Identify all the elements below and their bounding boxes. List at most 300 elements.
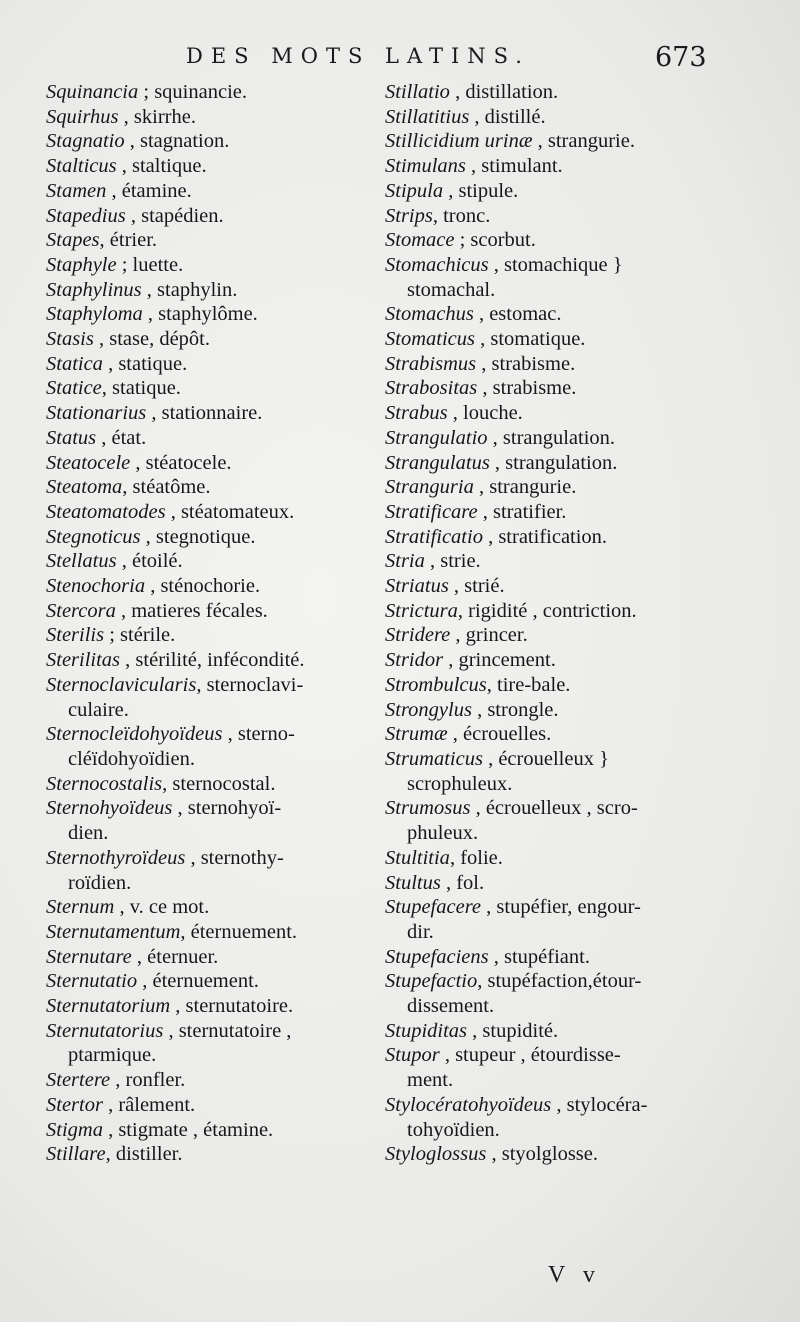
entry-separator: , [180, 920, 191, 943]
french-translation: strangurie. [547, 130, 635, 153]
dictionary-entry [385, 475, 795, 500]
french-translation: squinancie. [154, 81, 247, 103]
french-translation: stomatique. [490, 328, 586, 351]
entry-separator: , [145, 575, 161, 598]
french-translation: stupéfiant. [504, 945, 590, 968]
entry-separator: , [110, 1069, 126, 1092]
french-translation: stupeur , étourdisse- [455, 1044, 621, 1067]
entry-line [385, 599, 795, 624]
entry-separator: , [487, 426, 503, 449]
french-translation: statique. [112, 377, 181, 400]
entry-line [385, 401, 795, 426]
entry-separator: , [116, 155, 132, 178]
latin-term: Sternum [46, 896, 115, 919]
entry-line [46, 1142, 376, 1167]
entry-separator: , [116, 550, 132, 573]
entry-line [385, 179, 795, 204]
entry-separator: , [471, 698, 488, 721]
latin-term: Sternoclavicularis [46, 673, 197, 696]
entry-line [46, 945, 376, 970]
french-translation: tire-bale. [497, 673, 571, 696]
entry-separator: , [142, 303, 159, 326]
french-translation: sténochorie. [160, 575, 261, 598]
entry-line [46, 352, 376, 377]
latin-term: Squinancia [46, 81, 139, 103]
dictionary-entry [385, 549, 795, 574]
latin-term: Stupefacere [385, 896, 482, 919]
entry-separator: , [449, 81, 466, 103]
latin-term: Strips [385, 204, 433, 227]
french-translation: folie. [460, 846, 503, 869]
french-translation: strongle. [487, 698, 559, 721]
dictionary-entry [385, 1142, 795, 1167]
entry-separator: , [489, 451, 506, 474]
entry-separator: , [551, 1093, 567, 1116]
latin-term: Stertere [46, 1069, 111, 1092]
french-translation: staphylôme. [158, 303, 258, 326]
latin-term: Staphyloma [46, 303, 143, 326]
french-translation: distiller. [115, 1143, 183, 1166]
entry-line [385, 129, 795, 154]
latin-term: Strabositas [385, 377, 478, 400]
french-translation: stigmate , étamine. [118, 1118, 274, 1141]
entry-separator: , [486, 673, 497, 696]
dictionary-entry [46, 1019, 376, 1068]
dictionary-entry [46, 895, 376, 920]
entry-line [46, 451, 376, 476]
dictionary-entry [46, 574, 376, 599]
latin-term: Stellatus [46, 550, 117, 573]
translation-continuation: stomachal. [407, 278, 496, 301]
entry-separator: , [440, 871, 457, 894]
entry-line [46, 648, 376, 673]
latin-term: Strombulcus [385, 673, 487, 696]
entry-line [46, 426, 376, 451]
french-translation: étrier. [109, 229, 158, 252]
entry-separator: , [486, 1143, 502, 1166]
french-translation: stratifier. [493, 500, 567, 523]
entry-separator: , [443, 179, 459, 202]
entry-line [46, 401, 376, 426]
entry-line [385, 945, 795, 970]
entry-line [46, 302, 376, 327]
french-translation: ronfler. [125, 1069, 186, 1092]
entry-line [385, 426, 795, 451]
dictionary-entry [46, 969, 376, 994]
entry-line [385, 698, 795, 723]
entry-separator: , [102, 1093, 119, 1116]
entry-line [46, 253, 376, 278]
page-header [0, 42, 800, 82]
french-translation: stupéfier, engour- [496, 896, 641, 919]
dictionary-entry [46, 500, 376, 525]
latin-term: Stomace [385, 229, 455, 252]
entry-line [46, 895, 376, 920]
entry-line [46, 994, 376, 1019]
translation-continuation: roïdien. [68, 871, 132, 894]
french-translation: strié. [464, 575, 505, 598]
entry-line [385, 451, 795, 476]
entry-separator: , [488, 945, 504, 968]
french-translation: stérile. [120, 624, 176, 647]
entry-separator: , [120, 649, 136, 672]
latin-term: Strumæ [385, 723, 448, 746]
entry-line [46, 327, 376, 352]
dictionary-entry [46, 352, 376, 377]
latin-term: Stapes [46, 229, 100, 252]
latin-term: Steatoma [46, 476, 123, 499]
entry-line [46, 1068, 376, 1093]
dictionary-entry [46, 846, 376, 895]
latin-term: Stultitia [385, 846, 450, 869]
french-translation: stupéfaction,étour- [487, 970, 642, 993]
dictionary-entry [385, 500, 795, 525]
latin-term: Sternutatorius [46, 1019, 164, 1042]
latin-term: Status [46, 426, 97, 449]
dictionary-entry [46, 549, 376, 574]
dictionary-entry [385, 945, 795, 970]
dictionary-entry [46, 673, 376, 722]
french-translation: stéatocele. [145, 451, 232, 474]
french-translation: strie. [440, 550, 481, 573]
entry-line [46, 846, 376, 871]
entry-separator: , [146, 402, 162, 425]
french-translation: stylocéra- [566, 1093, 648, 1116]
latin-term: Strumosus [385, 797, 471, 820]
entry-separator: , [450, 624, 466, 647]
dictionary-entry [385, 623, 795, 648]
entry-separator: ; [454, 229, 471, 252]
dictionary-entry [385, 302, 795, 327]
french-translation: écrouelleux , scro- [485, 797, 638, 820]
latin-term: Stillatitius [385, 105, 470, 128]
entry-line [46, 549, 376, 574]
entry-separator: , [122, 476, 133, 499]
entry-line [46, 129, 376, 154]
entry-separator: , [137, 970, 153, 993]
latin-term: Stultus [385, 871, 441, 894]
dictionary-entry [46, 525, 376, 550]
dictionary-entry [46, 920, 376, 945]
latin-term: Stylocératohyoïdeus [385, 1093, 552, 1116]
entry-line [385, 105, 795, 130]
right-column [385, 80, 795, 1167]
translation-continuation: ptarmique. [68, 1044, 157, 1067]
dictionary-entry [385, 871, 795, 896]
dictionary-entry [46, 475, 376, 500]
dictionary-entry [385, 352, 795, 377]
translation-continuation: dien. [68, 822, 109, 845]
entry-line [385, 673, 795, 698]
dictionary-entry [385, 895, 795, 944]
dictionary-entry [46, 327, 376, 352]
latin-term: Sternutatio [46, 970, 138, 993]
entry-line [385, 549, 795, 574]
entry-line [385, 1043, 795, 1068]
french-translation: sternocostal. [172, 772, 276, 795]
dictionary-entry [46, 253, 376, 278]
dictionary-entry [385, 722, 795, 747]
dictionary-entry [46, 129, 376, 154]
entry-line [46, 623, 376, 648]
entry-separator: , [470, 797, 486, 820]
french-translation: louche. [463, 402, 523, 425]
entry-separator: , [196, 673, 207, 696]
latin-term: Stegnoticus [46, 525, 141, 548]
entry-separator: , [424, 550, 441, 573]
french-translation: stomachique } [504, 253, 623, 276]
entry-separator: , [131, 945, 148, 968]
latin-term: Stratificare [385, 500, 478, 523]
dictionary-entry [385, 376, 795, 401]
latin-term: Stamen [46, 179, 107, 202]
entry-separator: , [102, 352, 119, 375]
entry-line [46, 722, 376, 747]
entry-line [385, 1093, 795, 1118]
french-translation: étamine. [121, 179, 192, 202]
dictionary-entry [46, 278, 376, 303]
entry-line [385, 722, 795, 747]
entry-separator: ; [138, 81, 155, 103]
entry-line [46, 1019, 376, 1044]
french-translation: estomac. [489, 303, 562, 326]
dictionary-entry [385, 129, 795, 154]
entry-line [385, 747, 795, 772]
french-translation: tronc. [443, 204, 491, 227]
dictionary-entry [46, 80, 376, 105]
translation-continuation: ment. [407, 1069, 454, 1092]
latin-term: Sternutamentum [46, 920, 181, 943]
french-translation: écrouelles. [463, 723, 552, 746]
french-translation: stipule. [458, 179, 519, 202]
entry-separator: , [447, 723, 464, 746]
french-translation: statique. [118, 352, 188, 375]
entry-separator: ; [116, 253, 133, 276]
entry-line [46, 475, 376, 500]
entry-line [385, 376, 795, 401]
french-translation: sternothy- [200, 846, 284, 869]
dictionary-entry [46, 722, 376, 771]
latin-term: Stridor [385, 649, 444, 672]
translation-continuation: cléïdohyoïdien. [68, 747, 195, 770]
dictionary-entry [385, 204, 795, 229]
french-translation: état. [111, 426, 147, 449]
entry-line [385, 500, 795, 525]
dictionary-entry [385, 747, 795, 796]
entry-separator: , [481, 896, 497, 919]
french-translation: stéatomateux. [180, 500, 295, 523]
page-number: 673 [655, 42, 707, 73]
french-translation: grincer. [465, 624, 528, 647]
entry-line [385, 895, 795, 920]
latin-term: Sternutare [46, 945, 132, 968]
dictionary-entry [385, 327, 795, 352]
entry-line [385, 969, 795, 994]
dictionary-entry [385, 599, 795, 624]
french-translation: staphylin. [157, 278, 238, 301]
entry-line [385, 154, 795, 179]
french-translation: v. ce mot. [129, 896, 210, 919]
dictionary-entry [385, 796, 795, 845]
french-translation: sternoclavi- [206, 673, 304, 696]
dictionary-entry [385, 969, 795, 1018]
french-translation: styolglosse. [501, 1143, 598, 1166]
dictionary-entry [46, 772, 376, 797]
entry-line [46, 500, 376, 525]
entry-separator: , [114, 896, 130, 919]
latin-term: Stria [385, 550, 425, 573]
french-translation: strabisme. [492, 377, 577, 400]
latin-term: Stranguria [385, 476, 474, 499]
french-translation: sternutatoire. [185, 995, 294, 1018]
entry-separator: , [115, 599, 132, 622]
french-translation: distillation. [465, 81, 559, 103]
dictionary-entry [46, 105, 376, 130]
entry-separator: , [467, 1019, 483, 1042]
translation-continuation: phuleux. [407, 822, 479, 845]
entry-separator: , [477, 970, 488, 993]
entry-separator: , [469, 105, 485, 128]
entry-separator: , [222, 723, 238, 746]
french-translation: stationnaire. [161, 402, 263, 425]
french-translation: stéatôme. [132, 476, 211, 499]
latin-term: Strabus [385, 402, 448, 425]
french-translation: sternohyoï- [187, 797, 282, 820]
dictionary-entry [385, 228, 795, 253]
latin-term: Staphylinus [46, 278, 142, 301]
entry-separator: , [93, 328, 110, 351]
latin-term: Steatomatodes [46, 500, 166, 523]
french-translation: matieres fécales. [131, 599, 268, 622]
entry-separator: , [102, 1118, 119, 1141]
entry-line [385, 846, 795, 871]
latin-term: Sterilitas [46, 649, 121, 672]
latin-term: Strictura [385, 599, 458, 622]
entry-separator: , [447, 402, 464, 425]
dictionary-entry [46, 426, 376, 451]
entry-separator: , [130, 451, 146, 474]
dictionary-entry [385, 80, 795, 105]
dictionary-entry [385, 1093, 795, 1142]
french-translation: stérilité, infécondité. [135, 649, 305, 672]
latin-term: Stomaticus [385, 328, 475, 351]
latin-term: Sternothyroïdeus [46, 846, 186, 869]
french-translation: strangulation. [502, 426, 616, 449]
translation-continuation: tohyoïdien. [407, 1118, 500, 1141]
entry-separator: , [125, 204, 142, 227]
french-translation: rigidité , contriction. [468, 599, 637, 622]
french-translation: stupidité. [482, 1019, 559, 1042]
entry-line [46, 673, 376, 698]
dictionary-entry [46, 994, 376, 1019]
entry-line [46, 1118, 376, 1143]
latin-term: Sternocostalis [46, 772, 163, 795]
french-translation: strabisme. [491, 352, 576, 375]
latin-term: Stagnatio [46, 130, 125, 153]
dictionary-entry [46, 228, 376, 253]
entry-separator: , [163, 1019, 179, 1042]
entry-separator: , [96, 426, 112, 449]
dictionary-entry [46, 1142, 376, 1167]
entry-separator: , [439, 1044, 456, 1067]
dictionary-entry [46, 1118, 376, 1143]
entry-line [46, 796, 376, 821]
latin-term: Steatocele [46, 451, 131, 474]
entry-separator: , [443, 649, 459, 672]
dictionary-entry [385, 673, 795, 698]
latin-term: Statica [46, 352, 103, 375]
french-translation: fol. [456, 871, 485, 894]
latin-term: Stapedius [46, 204, 126, 227]
french-translation: écrouelleux } [498, 747, 609, 770]
french-translation: grincement. [458, 649, 556, 672]
entry-line [46, 920, 376, 945]
latin-term: Stillicidium urinæ [385, 130, 533, 153]
dictionary-entry [385, 253, 795, 302]
entry-line [385, 871, 795, 896]
translation-continuation: culaire. [68, 698, 129, 721]
latin-term: Stenochoria [46, 575, 146, 598]
entry-separator: , [532, 130, 548, 153]
entry-line [385, 204, 795, 229]
dictionary-entry [385, 698, 795, 723]
latin-term: Strangulatio [385, 426, 488, 449]
entry-separator: , [141, 278, 158, 301]
entry-separator: , [140, 525, 156, 548]
dictionary-entry [385, 154, 795, 179]
dictionary-entry [385, 401, 795, 426]
entry-separator: , [165, 500, 181, 523]
entry-line [385, 623, 795, 648]
entry-line [46, 525, 376, 550]
french-translation: strangulation. [505, 451, 618, 474]
entry-line [46, 1093, 376, 1118]
dictionary-entry [46, 623, 376, 648]
dictionary-entry [46, 1093, 376, 1118]
dictionary-entry [46, 376, 376, 401]
french-translation: éternuement. [190, 920, 298, 943]
french-translation: scorbut. [470, 229, 536, 252]
entry-separator: ; [104, 624, 121, 647]
dictionary-entry [46, 599, 376, 624]
entry-separator: , [101, 377, 113, 400]
latin-term: Strongylus [385, 698, 472, 721]
latin-term: Strangulatus [385, 451, 490, 474]
entry-separator: , [170, 995, 186, 1018]
entry-separator: , [457, 599, 469, 622]
entry-separator: , [482, 747, 499, 770]
french-translation: skirrhe. [133, 105, 196, 128]
entry-line [385, 80, 795, 105]
dictionary-entry [46, 401, 376, 426]
entry-separator: , [473, 476, 490, 499]
entry-line [385, 352, 795, 377]
entry-line [385, 327, 795, 352]
latin-term: Stillatio [385, 81, 450, 103]
entry-line [46, 599, 376, 624]
dictionary-entry [46, 179, 376, 204]
latin-term: Stimulans [385, 155, 466, 178]
entry-line [385, 228, 795, 253]
latin-term: Stupefaciens [385, 945, 489, 968]
left-column [46, 80, 376, 1167]
entry-separator: , [185, 846, 201, 869]
latin-term: Stertor [46, 1093, 103, 1116]
entry-separator: , [477, 500, 493, 523]
entry-separator: , [473, 303, 490, 326]
entry-line [46, 574, 376, 599]
dictionary-entry [46, 796, 376, 845]
